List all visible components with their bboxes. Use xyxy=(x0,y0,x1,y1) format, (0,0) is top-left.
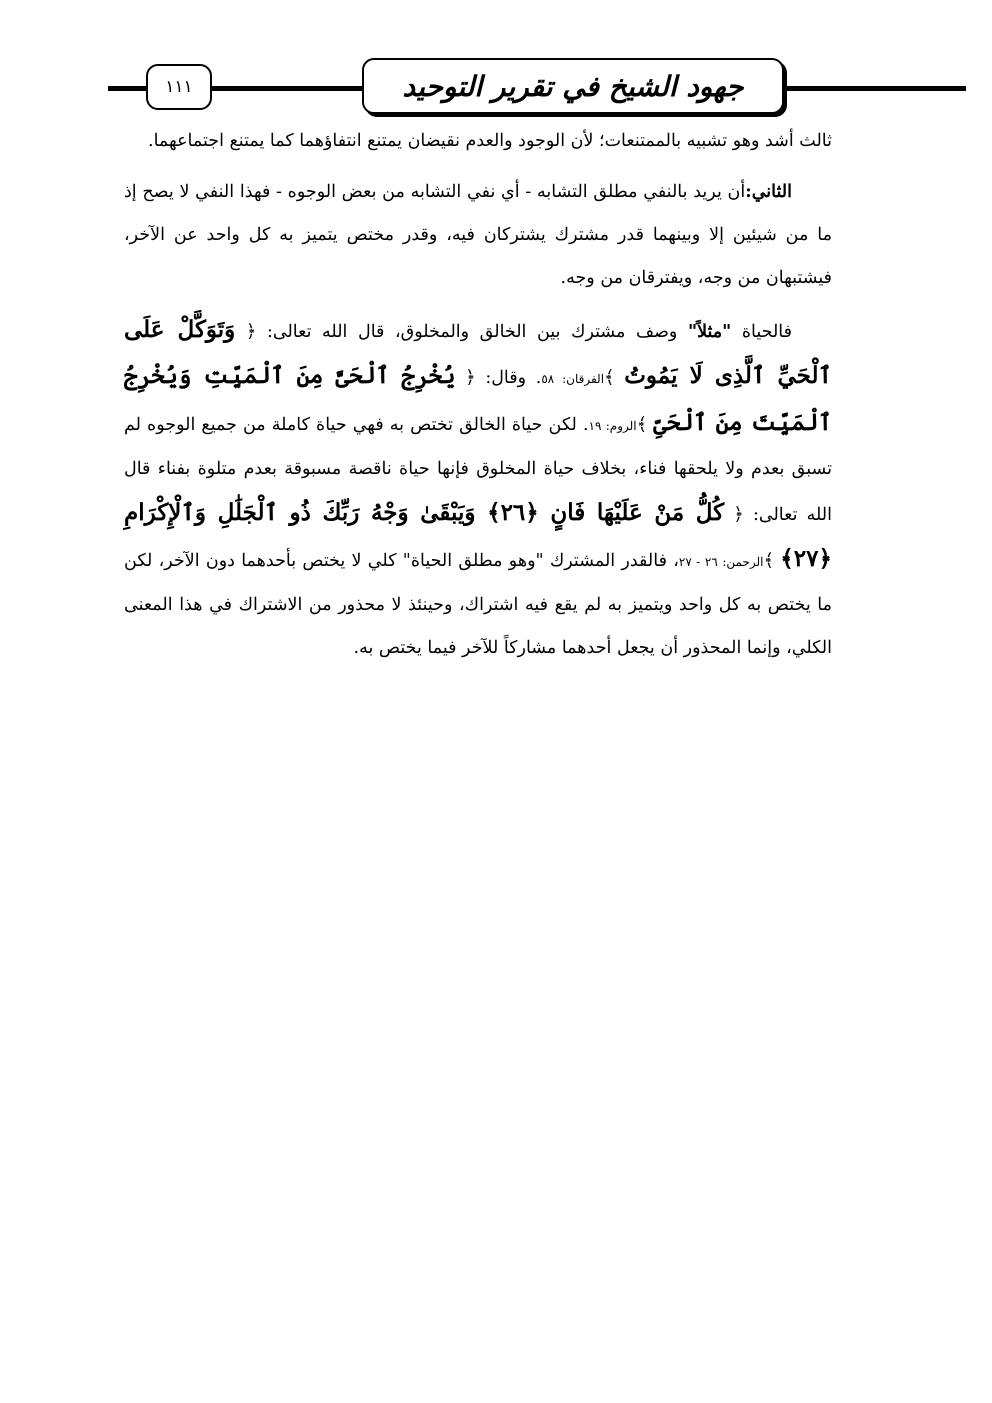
p3-part-e: ، فالقدر المشترك "وهو مطلق الحياة" كلي لا يختص بأحدهما دون الآخر، لكن ما يختص به كل واحد ويتميز به لم يقع فيه اشتراك، وحينئذ لا محذور من الاشتراك في هذا المعنى الكلي، وإنما المحذور أن يجعل أحدهما مشاركاً للآخر فيما يختص به. xyxy=(124,551,832,658)
verse-2: يُخْرِجُ ٱلْحَىَّ مِنَ ٱلْمَيِّتِ وَيُخْرِجُ ٱلْمَيِّتَ مِنَ ٱلْحَىِّ xyxy=(124,362,832,436)
verse-1: وَتَوَكَّلْ عَلَى ٱلْحَيِّ ٱلَّذِى لَا يَمُوتُ xyxy=(124,316,832,389)
p3-part-d: . لكن حياة الخالق تختص به فهي حياة كاملة من جميع الوجوه لم تسبق بعدم ولا يلحقها فناء، بخلاف حياة المخلوق فإنها حياة ناقصة مسبوقة بعدم متلوة بفناء قال الله تعالى: xyxy=(124,415,832,525)
running-title-box xyxy=(362,58,784,114)
verse-1-reference: الفرقان: ٥٨ xyxy=(541,372,605,386)
verse1-close-bracket: ﴾ xyxy=(604,367,615,388)
page-body xyxy=(124,120,832,678)
page-header xyxy=(0,0,992,130)
p3-part-c: . وقال: xyxy=(475,368,542,388)
paragraph-2-text: أن يريد بالنفي مطلق التشابه - أي نفي التشابه من بعض الوجوه - فهذا النفي لا يصح إذ ما من شيئين إلا وبينهما قدر مشترك يشتركان فيه، وقدر مختص يتميز به كل واحد عن الآخر، فيشتبهان من وجه، ويفترقان من وجه. xyxy=(124,182,832,288)
paragraph-3 xyxy=(124,308,832,670)
header-rule-middle xyxy=(212,86,364,91)
verse-3: كُلُّ مَنْ عَلَيْهَا فَانٍ ﴿٢٦﴾ وَيَبْقَىٰ وَجْهُ رَبِّكَ ذُو ٱلْجَلَٰلِ وَٱلْإِكْرَامِ ﴿٢٧﴾ xyxy=(124,499,832,572)
verse3-open-bracket: ﴿ xyxy=(733,504,744,525)
paragraph-1 xyxy=(124,120,832,163)
header-rule-left xyxy=(108,86,148,91)
page-number: ١١١ xyxy=(146,64,212,110)
p3-part-a: فالحياة xyxy=(731,322,792,342)
p3-part-b: وصف مشترك بين الخالق والمخلوق، قال الله تعالى: xyxy=(256,322,688,342)
header-rule-right xyxy=(782,86,966,91)
verse1-open-bracket: ﴿ xyxy=(245,321,257,342)
p3-quote: "مثلاً" xyxy=(687,322,732,342)
verse2-open-bracket: ﴿ xyxy=(465,367,476,388)
verse-2-reference: الروم: ١٩ xyxy=(588,419,637,433)
verse-3-reference: الرحمن: ٢٦ - ٢٧ xyxy=(678,555,764,569)
paragraph-2 xyxy=(124,171,832,300)
verse3-close-bracket: ﴾ xyxy=(763,550,775,571)
verse2-close-bracket: ﴾ xyxy=(636,414,648,435)
paragraph-1-text: ثالث أشد وهو تشبيه بالممتنعات؛ لأن الوجود والعدم نقيضان يمتنع انتفاؤهما كما يمتنع اجتماعهما. xyxy=(148,131,832,151)
running-title: جهود الشيخ في تقرير التوحيد xyxy=(402,69,744,103)
paragraph-2-lead: الثاني: xyxy=(745,182,792,202)
